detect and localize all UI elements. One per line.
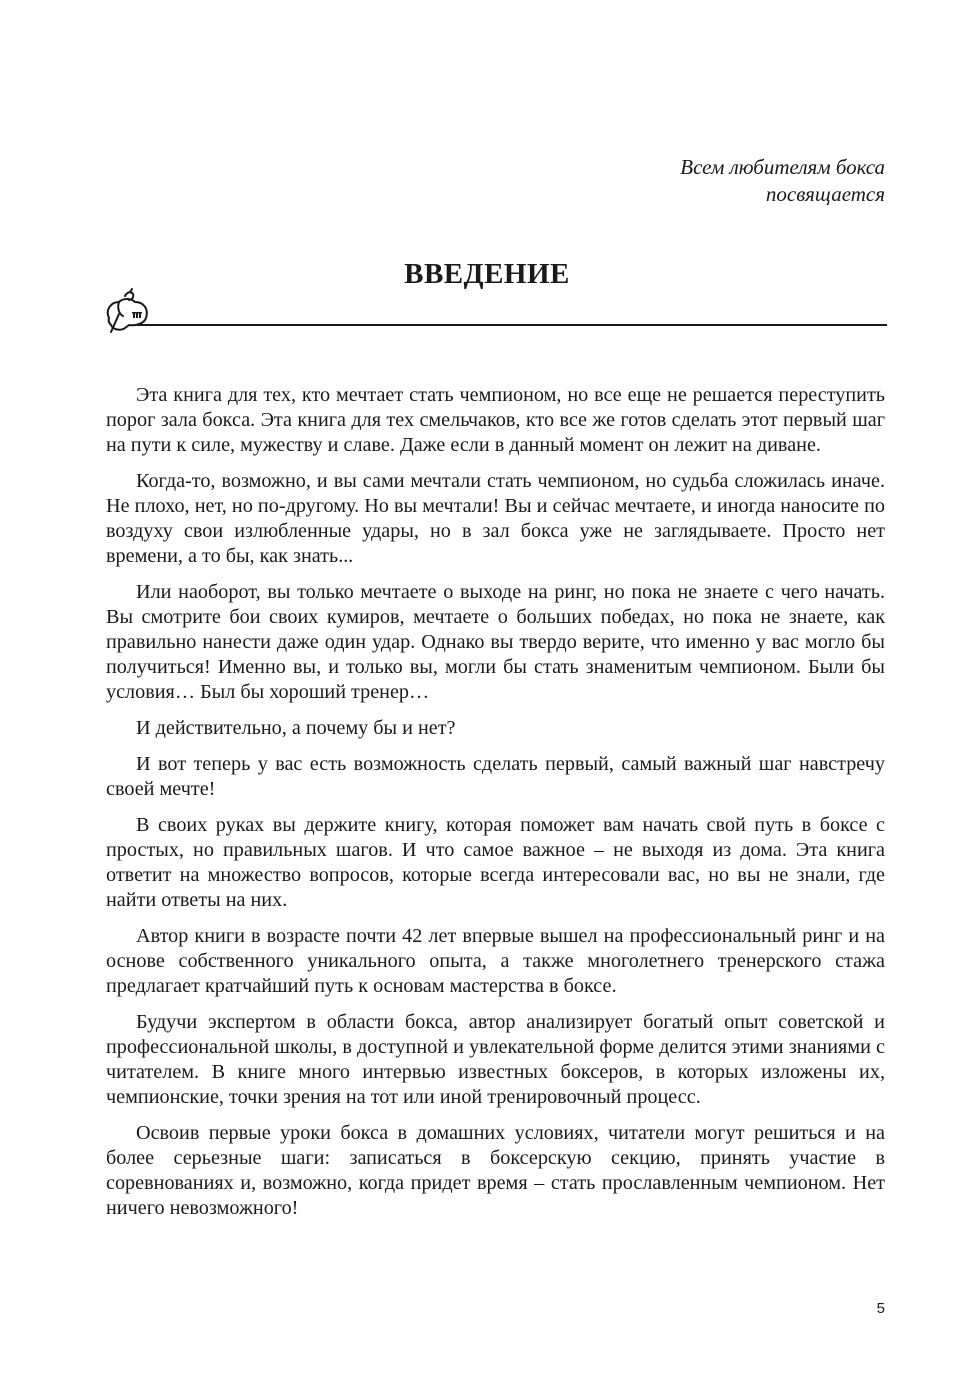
paragraph: Или наоборот, вы только мечтаете о выходе на ринг, но пока не знаете с чего начать. Вы смотрите бои своих кумиров, мечтаете о больших победах, но пока не знаете, как правильно нанести даже один удар. Однако вы твердо верите, что именно у вас могло бы получиться! Именно вы, и только вы, могли бы стать знаменитым чемпионом. Были бы условия… Был бы хороший тренер… bbox=[106, 581, 885, 703]
paragraph: И вот теперь у вас есть возможность сделать первый, самый важный шаг навстречу своей мечте! bbox=[106, 753, 885, 800]
paragraph: Когда-то, возможно, и вы сами мечтали стать чемпионом, но судьба сложилась иначе. Не плохо, нет, но по-другому. Но вы мечтали! Вы и сейчас мечтаете, и иногда наносите по воздуху свои излюбленные удары, но в зал бокса уже не заглядываете. Просто нет времени, а то бы, как знать... bbox=[106, 470, 885, 567]
introduction-body bbox=[106, 383, 885, 1232]
dedication bbox=[680, 154, 885, 208]
dedication-line-2: посвящается bbox=[765, 182, 885, 206]
horizontal-rule bbox=[137, 324, 887, 326]
dedication-line-1: Всем любителям бокса bbox=[680, 155, 885, 179]
paragraph: Эта книга для тех, кто мечтает стать чемпионом, но все еще не решается переступить порог зала бокса. Эта книга для тех смельчаков, кто все же готов сделать этот первый шаг на пути к силе, мужеству и славе. Даже если в данный момент он лежит на диване. bbox=[106, 384, 885, 456]
chapter-header-rule bbox=[103, 288, 887, 334]
page-number: 5 bbox=[876, 1300, 885, 1317]
paragraph: Будучи экспертом в области бокса, автор анализирует богатый опыт советской и профессиональной школы, в доступной и увлекательной форме делится этими знаниями с читателем. В книге много интервью известных боксеров, в которых изложены их, чемпионские, точки зрения на тот или иной тренировочный процесс. bbox=[106, 1011, 885, 1108]
paragraph: Освоив первые уроки бокса в домашних условиях, читатели могут решиться и на более серьезные шаги: записаться в боксерскую секцию, принять участие в соревнованиях и, возможно, когда придет время – стать прославленным чемпионом. Нет ничего невозможного! bbox=[106, 1122, 885, 1219]
paragraph: И действительно, а почему бы и нет? bbox=[136, 717, 456, 739]
paragraph: Автор книги в возрасте почти 42 лет впервые вышел на профессиональный ринг и на основе собственного уникального опыта, а также многолетнего тренерского стажа предлагает кратчайший путь к основам мастерства в боксе. bbox=[106, 925, 885, 997]
paragraph: В своих руках вы держите книгу, которая поможет вам начать свой путь в боксе с простых, но правильных шагов. И что самое важное – не выходя из дома. Эта книга ответит на множество вопросов, которые всегда интересовали вас, но вы не знали, где найти ответы на них. bbox=[106, 814, 885, 911]
chapter-title: ВВЕДЕНИЕ bbox=[404, 258, 570, 290]
boxing-glove-icon bbox=[103, 288, 151, 334]
